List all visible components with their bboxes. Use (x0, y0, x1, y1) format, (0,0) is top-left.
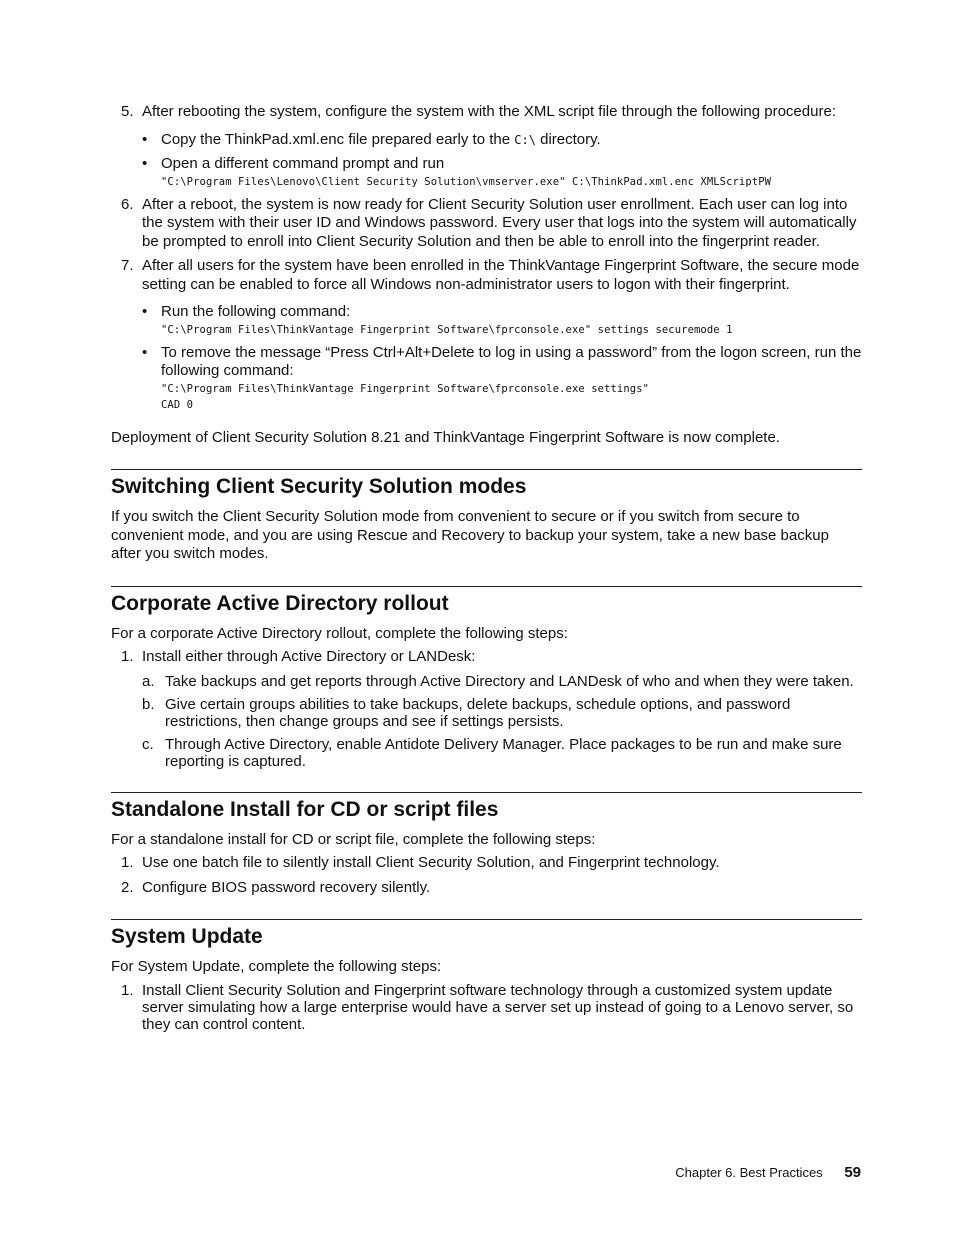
bullet-list (142, 131, 862, 190)
code-line: "C:\Program Files\Lenovo\Client Security Solution\vmserver.exe" C:\ThinkPad.xml.enc XMLScriptPW (161, 175, 772, 188)
bullet-icon: • (142, 303, 148, 320)
bullet-icon: • (142, 343, 148, 361)
bullet-icon: • (142, 130, 148, 148)
list-item-text: After all users for the system have been enrolled in the ThinkVantage Fingerprint Software, the secure mode setting can be enabled to force all Windows non-administrator users to logon with their fingerprint. (142, 257, 860, 293)
section-intro: For a standalone install for CD or script file, complete the following steps: (111, 830, 596, 848)
section-standalone-install (111, 792, 862, 898)
bullet-item (142, 155, 862, 190)
bullet-list (142, 303, 862, 413)
list-number: 1. (121, 981, 134, 999)
section-corporate-ad-rollout (111, 586, 862, 770)
list-item-text: Configure BIOS password recovery silently. (142, 878, 431, 896)
bullet-item (142, 344, 862, 413)
sub-list-letter: b. (142, 695, 155, 713)
bullet-icon: • (142, 155, 148, 172)
list-number: 7. (121, 257, 134, 274)
page-number: 59 (844, 1164, 861, 1181)
bullet-text-end: directory. (535, 130, 601, 148)
list-item-text: Install Client Security Solution and Fingerprint software technology through a customized system update server simulating how a large enterprise would have a server set up instead of going to a Lenovo server, so they can control content. (142, 981, 854, 1033)
steps-list (111, 648, 862, 770)
list-item (111, 982, 862, 1033)
list-number: 5. (121, 103, 134, 120)
list-item (111, 854, 862, 873)
list-item-text: After rebooting the system, configure the system with the XML script file through the following procedure: (142, 103, 836, 120)
list-item-6 (111, 196, 862, 252)
section-heading: Corporate Active Directory rollout (111, 591, 449, 615)
bullet-item (142, 131, 862, 150)
bullet-text: Run the following command: (161, 303, 351, 320)
section-intro: For System Update, complete the following steps: (111, 958, 442, 975)
sub-list-letter: c. (142, 735, 154, 753)
list-item-7 (111, 257, 862, 413)
list-number: 6. (121, 195, 134, 213)
list-number: 1. (121, 648, 134, 665)
sub-list (142, 673, 862, 770)
sub-list-letter: a. (142, 672, 155, 690)
list-item-text: Use one batch file to silently install Client Security Solution, and Fingerprint technology. (142, 854, 720, 871)
bullet-text: Copy the ThinkPad.xml.enc file prepared early to the (161, 130, 515, 148)
sub-list-text: Give certain groups abilities to take backups, delete backups, schedule options, and password restrictions, then change groups and see if settings persists. (165, 695, 791, 730)
sub-list-text: Take backups and get reports through Active Directory and LANDesk of who and when they were taken. (165, 672, 854, 690)
bullet-item (142, 303, 862, 338)
sub-list-item-a (142, 673, 862, 690)
list-item-text: After a reboot, the system is now ready for Client Security Solution user enrollment. Each user can log into the system with their user ID and Windows password. Every user that logs into the system will automatically be prompted to enroll into Client Security Solution and then be able to enroll into the fingerprint reader. (142, 195, 857, 250)
list-number: 1. (121, 854, 134, 871)
sub-list-text: Through Active Directory, enable Antidote Delivery Manager. Place packages to be run and make sure reporting is captured. (165, 735, 842, 770)
sub-list-item-b (142, 696, 862, 730)
list-item-text: Install either through Active Directory or LANDesk: (142, 648, 476, 665)
section-heading: Standalone Install for CD or script files (111, 797, 499, 821)
page-footer (675, 1164, 861, 1183)
steps-list (111, 854, 862, 897)
procedure-list (111, 103, 862, 413)
section-intro: For a corporate Active Directory rollout, complete the following steps: (111, 624, 568, 642)
bullet-text: To remove the message “Press Ctrl+Alt+Delete to log in using a password” from the logon screen, run the following command: (161, 343, 862, 379)
section-heading: Switching Client Security Solution modes (111, 475, 527, 498)
page-content (111, 103, 862, 1039)
chapter-label: Chapter 6. Best Practices (675, 1165, 823, 1180)
list-number: 2. (121, 878, 134, 896)
list-item-5 (111, 103, 862, 190)
section-heading: System Update (111, 925, 263, 948)
bullet-text: Open a different command prompt and run (161, 155, 445, 172)
inline-code: C:\ (514, 132, 536, 147)
list-item-1 (111, 648, 862, 770)
code-line: "C:\Program Files\ThinkVantage Fingerprint Software\fprconsole.exe settings" (161, 382, 650, 395)
section-paragraph: If you switch the Client Security Solution mode from convenient to secure or if you switch from secure to convenient mode, and you are using Rescue and Recovery to backup your system, take a new base backup after you switch modes. (111, 508, 829, 562)
list-item (111, 879, 862, 898)
deployment-complete-text: Deployment of Client Security Solution 8.21 and ThinkVantage Fingerprint Software is now complete. (111, 428, 780, 446)
sub-list-item-c (142, 736, 862, 770)
code-line: CAD 0 (161, 398, 194, 411)
steps-list (111, 982, 862, 1033)
code-line: "C:\Program Files\ThinkVantage Fingerprint Software\fprconsole.exe" settings securemode 1 (161, 323, 733, 336)
section-system-update (111, 919, 862, 1033)
section-switching-modes (111, 469, 862, 564)
